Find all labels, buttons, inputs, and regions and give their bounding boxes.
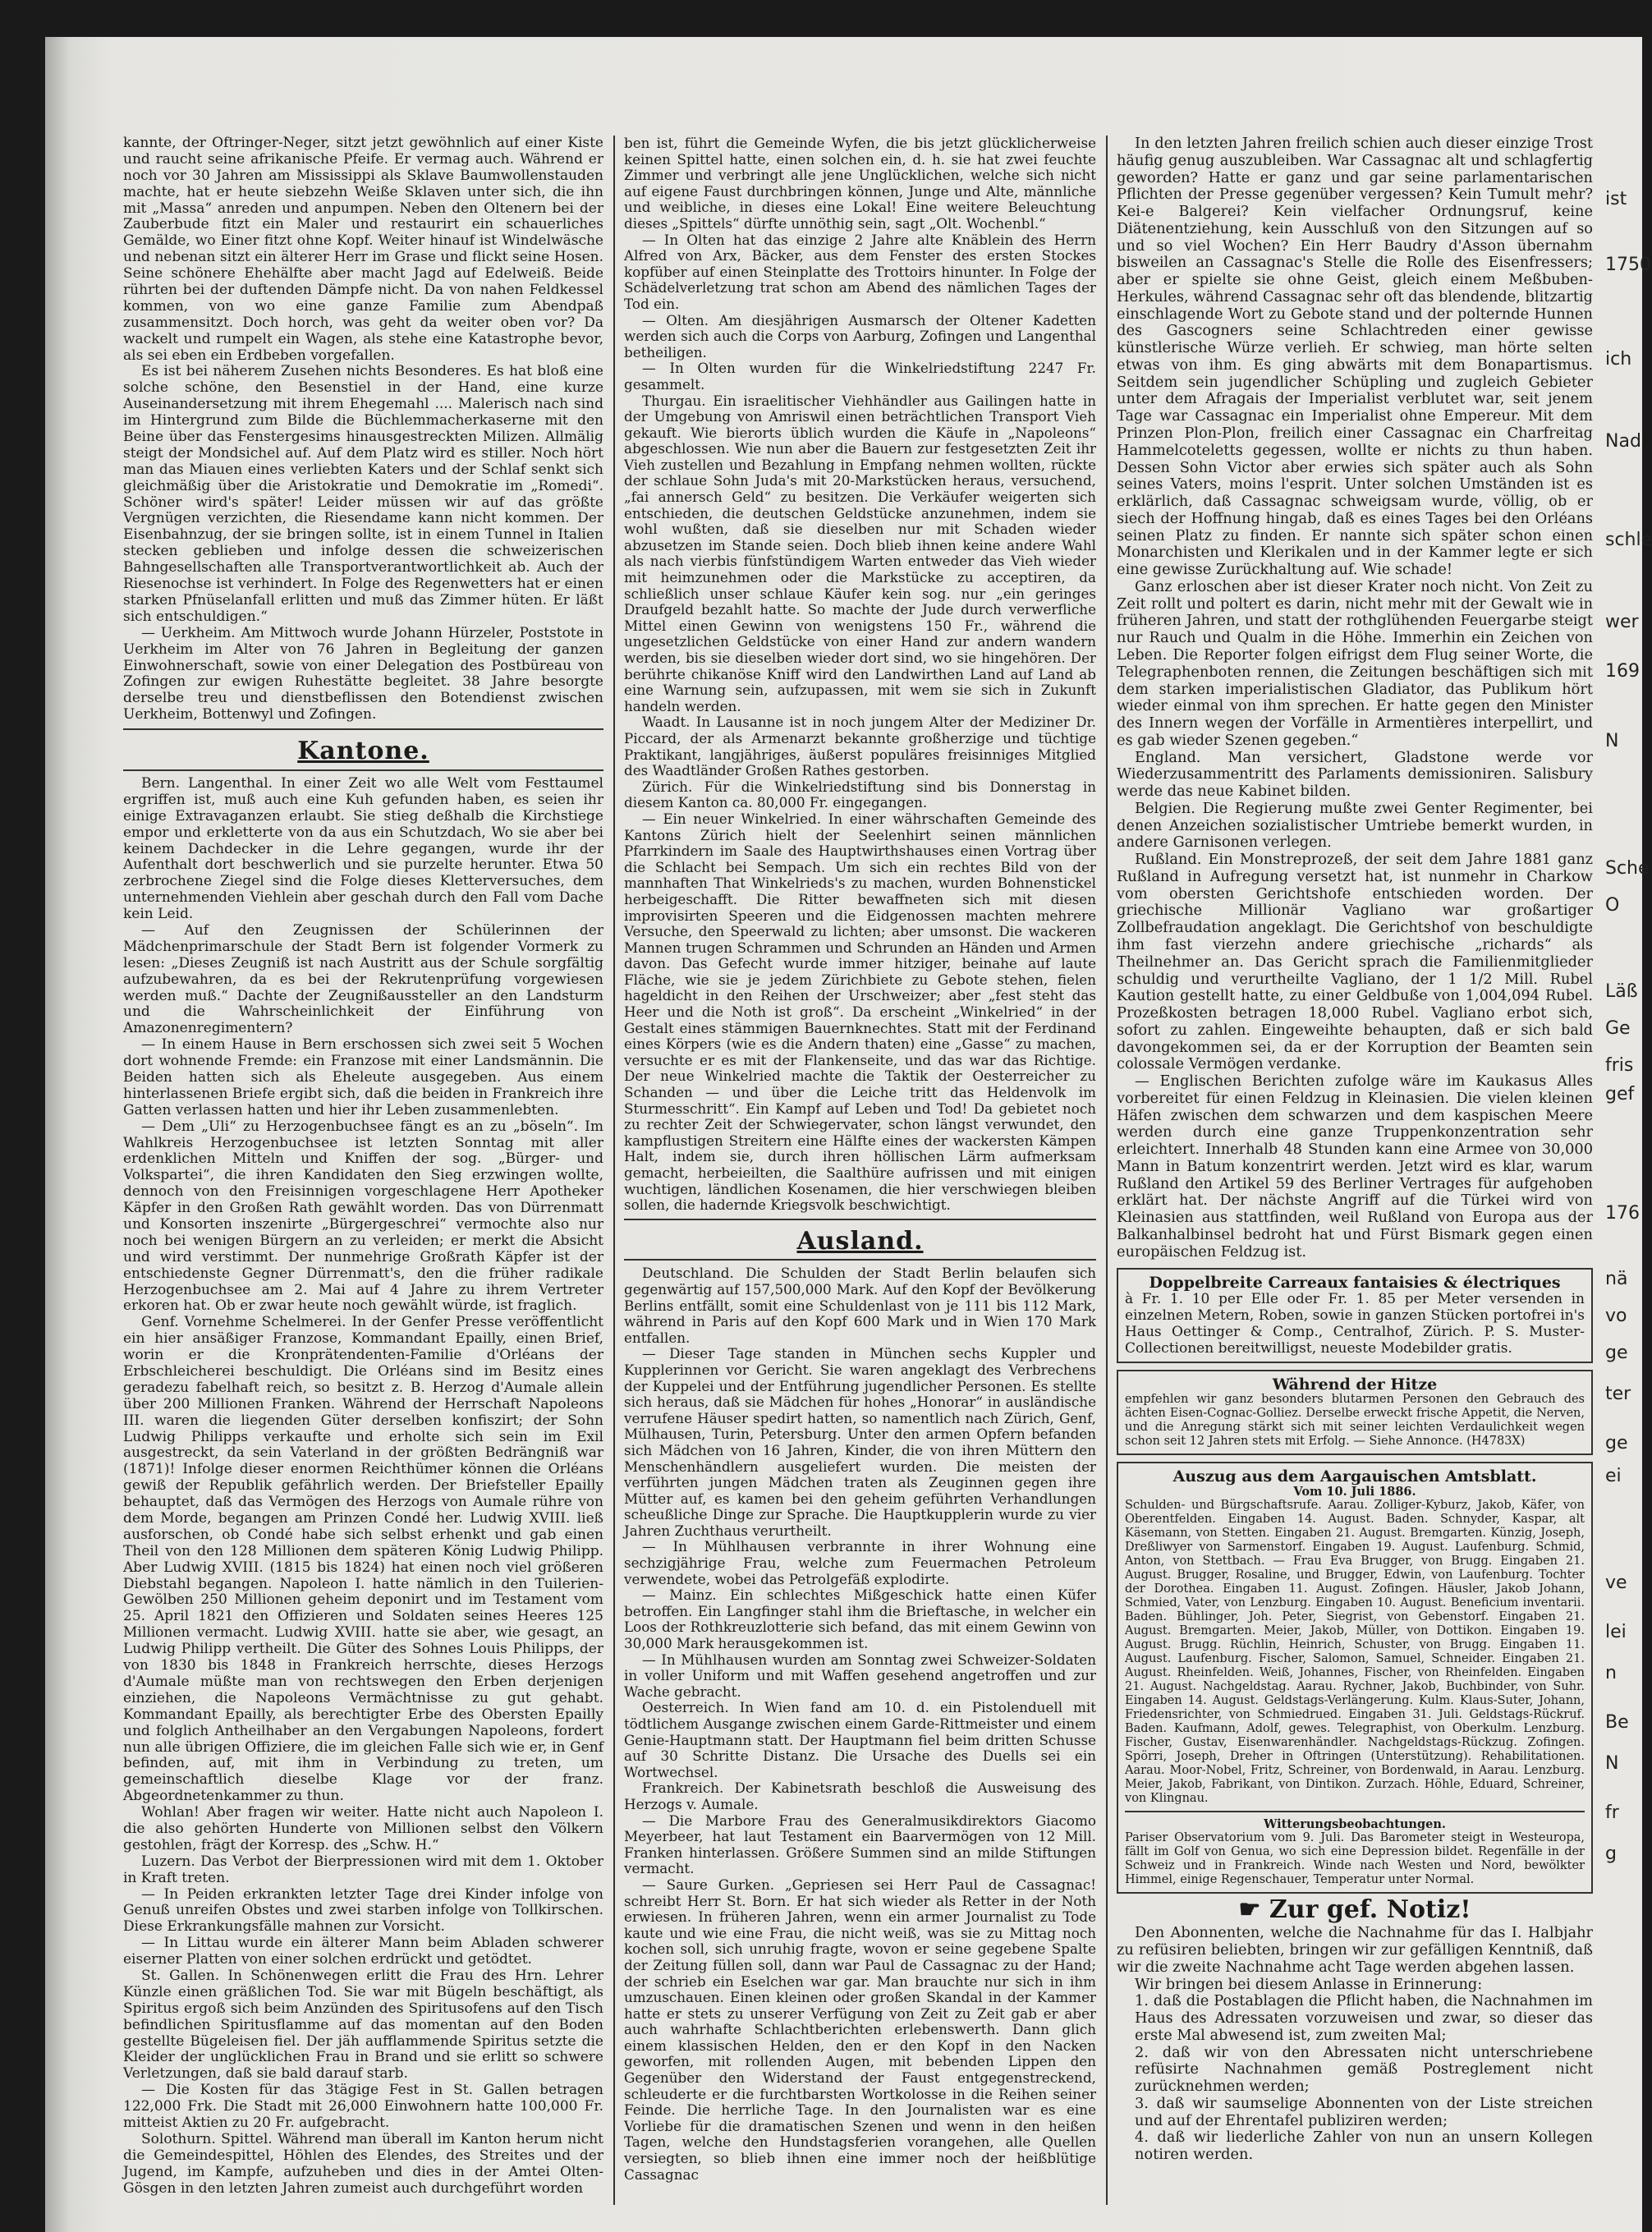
article-genf: Genf. Vornehme Schelmerei. In der Genfer Presse veröffentlicht ein hier ansäßiger Franzose, Kommandant Epailly, einen Brief, worin er die Kronprätendenten-Familie d'Orléans der Erbschleicherei beschuldigt. Die Orléans sind im Besitz eines geradezu fabelhaft reich, so besitzt z. B. Herzog d'Aumale allein über 200 Millionen Franken. Während der Herrschaft Napoleons III. waren die liegenden Güter derselben konfiszirt; der Sohn Ludwig Philipps verkaufte und erholte sich sein im Exil ausgestreckt, da sein Vaterland in der größten Bedrängniß war (1871)! Infolge dieser enormen Reichthümer können die Orléans gewiß der Republik gefährlich werden. Der Briefsteller Epailly behauptet, daß das Vermögen des Herzogs von Aumale rühre von dem Morde, begangen am Prinzen Condé her. Ludwig XVIII. ließ ausforschen, ob Condé habe sich selbst erhenkt und gab einen Theil von den 128 Millionen dem späteren König Ludwig Philipp. Aber Ludwig XVIII. (1815 bis 1824) hat einen noch viel größeren Diebstahl begangen. Napoleon I. hatte nämlich in den Tuilerien-Gewölben 250 Millionen geheim deponirt und im Testament vom 25. April 1821 den Offizieren und Soldaten seines Heeres 125 Millionen vermacht. Ludwig XVIII. hatte sie aber, wie gesagt, an Ludwig Philipp vertheilt. Die Güter des Sohnes Louis Philipps, der von 1830 bis 1848 in Frankreich herrschte, dieses Herzogs d'Aumale müßte man von rechtswegen den Erben derjenigen einziehen, die Napoleons Vermächtnisse zu gut gehabt. Kommandant Epailly, als berechtigter Erbe des Obersten Epailly und folglich Antheilhaber an den Vergabungen Napoleons, fordert nun alle übrigen Offiziere, die im gleichen Falle sich wie er, in Genf befinden, auf, mit ihm in Verbindung zu treten, um gemeinschaftlich dieselbe Klage vor der franz. Abgeordnetenkammer zu thun. — [123, 1314, 603, 1805]
article-text: Es ist bei näherem Zusehen nichts Besonderes. Es hat bloß eine solche schöne, den Besenstiel in der Hand, eine kurze Auseinandersetzung mit ihrem Ehegemahl .... Malerisch nach sind im Hintergrund zum Bilde die Büchlemmacherkaserne mit den Beine über das Fenstergesims hinausgestreckten Milizen. Allmälig steigt der Mondsichel auf. Auf dem Platz wird es stiller. Noch hört man das Miauen eines verliebten Katers und der Schlaf senkt sich gleichmäßig über die Aristokratie und Demokratie im „Romedi“. Schöner wird's später! Leider müssen wir auf das größte Vergnügen verzichten, die Riesendame kann nicht kommen. Der Eisenbahnzug, der sie bringen sollte, ist in einem Tunnel in Italien stecken geblieben und infolge dessen die schweizerischen Bahngesellschaften alle Transportverantwortlichkeit ab. Auch der Riesenochse ist verhindert. In Folge des Regenwetters hat er einen starken Pfnüselanfall erlitten und muß das Zimmer hüten. Er läßt sich entschuldigen.“ — [123, 363, 603, 625]
column-rule — [613, 135, 615, 2205]
advertisement-carreaux — [1117, 1268, 1593, 1363]
notice-title: Zur gef. Notiz! — [1269, 1894, 1471, 1924]
notice-list-item: 3. daß wir saumselige Abonnenten von der Liste streichen und auf der Ehrentafel publiziren werden; — [1135, 2095, 1593, 2129]
notice-list-item: 2. daß wir von den Abressaten nicht unterschriebene refüsirte Nachnahmen gemäß Postreglement nicht zurücknehmen werden; — [1135, 2044, 1593, 2096]
margin-fragment: 176 — [1605, 1203, 1640, 1224]
article-belgien: Belgien. Die Regierung mußte zwei Genter Regimenter, bei denen Anzeichen sozialistischer Umtriebe bemerkt wurden, in andere Garnisonen verlegen. — [1117, 800, 1593, 852]
margin-fragment: N — [1605, 1753, 1619, 1774]
margin-fragment: Nad — [1605, 431, 1641, 452]
article-zurich: Zürich. Für die Winkelriedstiftung sind bis Donnerstag in diesem Kanton ca. 80,000 Fr. eingegangen. — [624, 778, 1096, 811]
pointing-hand-icon: ☛ — [1238, 1894, 1261, 1924]
column-rule — [1106, 135, 1108, 2205]
section-heading-ausland: Ausland. — [796, 1226, 924, 1256]
article-deutschland: Deutschland. Die Schulden der Stadt Berlin belaufen sich gegenwärtig auf 157,500,000 Mark. Auf den Kopf der Bevölkerung Berlins entfällt, somit eine Schuldenlast von je 111 bis 112 Mark, während in Paris auf den Kopf 600 Mark und in Wien 170 Mark entfallen. — [624, 1265, 1096, 1346]
article-bern: — Dem „Uli“ zu Herzogenbuchsee fängt es an zu „böseln“. Im Wahlkreis Herzogenbuchsee ist letzten Sonntag mit aller erdenklichen Mitteln und Kniffen der sog. „Bürger- und Volkspartei“, die ihren Kandidaten den Sieg erzwingen wollte, dennoch von den Freisinnigen vorgeschlagene Herr Apotheker Käpfer in den Großen Rath gewählt worden. Das von Dürrenmatt und Konsorten inszenirte „Bürgergeschrei“ vermochte also nur noch bei wenigen Bürgern an zu verleiden; er merkt die Absicht und wird verstimmt. Der nunmehrige Großrath Käpfer ist der entschiedenste Gegner Dürrenmatt's, den die früher radikale Herzogenbuchsee am 2. Mai auf 4 Jahre zu ihrem Vertreter erkoren hat. Ob er zwar heute noch gewählt würde, ist fraglich. — [123, 1118, 603, 1315]
margin-fragment: fris — [1605, 1055, 1634, 1076]
article-st-gallen: — Die Kosten für das 3tägige Fest in St. Gallen betragen 122,000 Frk. Die Stadt mit 26,000 Einwohnern hatte 100,000 Fr. mitteist Aktien zu 20 Fr. aufgebracht. — [123, 2082, 603, 2131]
margin-fragment: Ge — [1605, 1018, 1631, 1039]
newspaper-scan — [45, 37, 1652, 2232]
column-2 — [624, 135, 1096, 2183]
margin-fragment: vo — [1605, 1306, 1627, 1326]
article-olten: — In Olten hat das einzige 2 Jahre alte Knäblein des Herrn Alfred von Arx, Bäcker, aus dem Fenster des ersten Stockes kopfüber auf einen Steinplatte des Trottoirs hinunter. In Folge der Schädelverletzung trat schon am Abend des nämlichen Tages der Tod ein. — [624, 231, 1096, 312]
ad-title: Doppelbreite Carreaux fantaisies & électriques — [1149, 1273, 1561, 1292]
weather-title: Witterungsbeobachtungen. — [1264, 1816, 1446, 1831]
article-russland: Rußland. Ein Monstreprozeß, der seit dem Jahre 1881 ganz Rußland in Aufregung versetzt hat, ist nunmehr in Charkow vom obersten Gerichtshofe entschieden worden. Der griechische Millionär Vagliano war großartiger Zollbefraudation angeklagt. Die Gerichtshof von beschuldigte ihm fast vierzehn andere griechische „richards“ als Theilnehmer an. Das Gericht sprach die Familienmitglieder schuldig und verurtheilte Vagliano, der 1 1/2 Mill. Rubel Kaution gestellt hatte, zu einer Geldbuße von 1,004,094 Rubel. Prozeßkosten betragen 18,000 Rubel. Vagliano erbot sich, sofort zu zahlen. Eingeweihte behaupten, daß er sich bald davongekommen sei, da er der Korruption der Beamten sein colossale Vermögen verdanke. — [1117, 852, 1593, 1073]
margin-fragment: g — [1605, 1844, 1617, 1864]
article-zurich: — Ein neuer Winkelried. In einer währschaften Gemeinde des Kantons Zürich hielt der Seelenhirt seinen männlichen Pfarrkindern im Saale des Hauptwirthshauses einen Vortrag über die Schlacht bei Sempach. Um sich ein rechtes Bild von der mannhaften That Winkelrieds's zu machen, wurden Bohnenstickel herbeigeschafft. Die Ritter bewaffneten sich mit diesen improvisirten Speeren und die Eidgenossen machten mehrere Versuche, den Speerwald zu lichten; aber umsonst. Die wackeren Mannen trugen Schrammen und Schrunden an Händen und Armen davon. Das Gefecht wurde immer hitziger, beinahe auf laute Fläche, wie sie je jedem Zürichbiete zu Gebote stehen, fielen hageldicht in den Reihen der Urschweizer; aber „fest steht das Heer und die Noth ist groß“. Da erscheint „Winkelried“ in der Gestalt eines stämmigen Bauernknechtes. Statt mit der Ferdinand eines Körpers (wie es die Andern thaten) eine „Gasse“ zu machen, versuchte er es mit der Flankenseite, und das war das Richtige. Der neue Winkelried machte die Taktik der Oesterreicher zu Schanden — und über die Leiche tritt das Heldenvolk im Sturmesschritt“. Ein Kampf auf Leben und Tod! Da gebietet noch zu rechter Zeit der Schwiegervater, schon längst verwundet, den kampflustigen Streitern eine Hälfte eines der wackersten Kämpen Halt, indem sie, durch ihren höllischen Lärm aufmerksam gemacht, herbeieilten, die Saalthüre aufrissen und mit einigen wuchtigen, ländlichen Kosenamen, die hier verschwiegen bleiben sollen, die hadernde Kriegsvolk beschwichtigt. — [624, 810, 1096, 1214]
article-deutschland: — Mainz. Ein schlechtes Mißgeschick hatte einen Küfer betroffen. Ein Langfinger stahl ihm die Brieftasche, in welcher ein Loos der Rothkreuzlotterie sich befand, das mit einem Gewinn von 30,000 Mark herausgekommen ist. — [624, 1587, 1096, 1652]
notice-body — [1117, 1925, 1593, 2164]
article-england: England. Man versichert, Gladstone werde vor Wiederzusammentritt des Parlaments demissioniren. Salisbury werde das neue Kabinet bilden. — [1117, 749, 1593, 801]
margin-fragment: schle — [1605, 530, 1652, 550]
section-heading-kantone: Kantone. — [297, 737, 429, 766]
margin-fragment: ve — [1605, 1573, 1627, 1593]
article-st-gallen: St. Gallen. In Schönenwegen erlitt die Frau des Hrn. Lehrer Künzle einen gräßlichen Tod. Sie war mit Bügeln beschäftigt, als Spiritus ergoß sich beim Anzünden des Spiritusofens auf den Tisch befindlichen Spiritusflamme auf das momentan auf den Boden gestellte Bügeleisen fiel. Der jäh aufflammende Spiritus setzte die Kleider der unglücklichen Frau in Brand und sie erlitt so schwere Verletzungen, daß sie bald darauf starb. — [123, 1967, 603, 2083]
article-text: Ganz erloschen aber ist dieser Krater noch nicht. Von Zeit zu Zeit rollt und poltert es darin, nicht mehr mit der Gewalt wie in früheren Jahren, und statt der rothglühenden Feuergarbe steigt nur Rauch und Qualm in die Höhe. Immerhin ein Zeichen von Leben. Die Reporter folgen eifrigst dem Flug seiner Worte, die Telegraphenboten rennen, die Zeitungen beschäftigen sich mit dem starken imperialistischen Gladiator, das Publikum hört wieder einmal von ihm sprechen. Er hatte gegen den Minister des Innern wegen der Vorfälle in Armentières interpellirt, und es gab wieder Szenen gegeben.“ — [1117, 578, 1593, 749]
article-bern: — Auf den Zeugnissen der Schülerinnen der Mädchenprimarschule der Stadt Bern ist folgender Vormerk zu lesen: „Dieses Zeugniß ist nach Austritt aus der Schule sorgfältig aufzubewahren, da es bei der Rekrutenprüfung vorgewiesen werden muß.“ Dachte der Zeugnißaussteller an den Landsturm und die Wahrscheinlichkeit der Einführung von Amazonenregimentern? — [123, 921, 603, 1037]
margin-fragment: 169 — [1605, 661, 1640, 682]
margin-fragment: lei — [1605, 1622, 1627, 1642]
article-luzern: — In Littau wurde ein älterer Mann beim Abladen schwerer eiserner Platten von einer solchen erdrückt und getödtet. — [123, 1935, 603, 1968]
article-olten: — In Olten wurden für die Winkelriedstiftung 2247 Fr. gesammelt. — [624, 360, 1096, 393]
article-luzern: — In Peiden erkrankten letzter Tage drei Kinder infolge von Genuß unreifen Obstes und zwei starben infolge von Tollkirschen. Diese Erkrankungsfälle mahnen zur Vorsicht. — [123, 1885, 603, 1936]
article-genf: Wohlan! Aber fragen wir weiter. Hatte nicht auch Napoleon I. die also gehörten Hunderte von Millionen selbst den Völkern gestohlen, frägt der Korresp. des „Schw. H.“ — [123, 1804, 603, 1853]
margin-fragment: N — [1605, 731, 1619, 751]
article-olten: — Olten. Am diesjährigen Ausmarsch der Oltener Kadetten werden sich auch die Corps von Aarburg, Zofingen und Langenthal betheiligen. — [624, 311, 1096, 361]
article-deutschland: — In Mühlhausen wurden am Sonntag zwei Schweizer-Soldaten in voller Uniform und mit Waffen gesehend angetroffen und zur Wache gebracht. — [624, 1651, 1096, 1700]
notice-text: Wir bringen bei diesem Anlasse in Erinnerung: — [1135, 1976, 1483, 1993]
newspaper-page — [123, 135, 1601, 2205]
section-divider — [624, 1219, 1096, 1220]
article-deutschland: — Dieser Tage standen in München sechs Kuppler und Kupplerinnen vor Gericht. Sie waren angeklagt des Verbrechens der Kuppelei und der Entführung jugendlicher Personen. Es stellte sich heraus, daß sie Mädchen für hohes „Honorar“ in ausländische verrufene Häuser spedirt hatten, so namentlich nach Zürich, Genf, Mülhausen, Turin, Petersburg. Unter den armen Opfern befanden sich Mädchen von 16 Jahren, Kinder, die von ihren Müttern den Menschenhändlern ausgeliefert wurden. Die meisten der verführten jungen Mädchen traten als Zeuginnen gegen ihre Mütter auf, es kamen bei den geheim geführten Verhandlungen scheußliche Dinge zur Sprache. Die Hauptkupplerin wurde zu vier Jahren Zuchthaus verurtheilt. — [624, 1345, 1096, 1539]
article-luzern: Luzern. Das Verbot der Bierpressionen wird mit dem 1. Oktober in Kraft treten. — [123, 1853, 603, 1886]
article-frankreich: — Saure Gurken. „Gepriesen sei Herr Paul de Cassagnac! schreibt Herr St. Born. Er hat sich wieder als Retter in der Noth erwiesen. In früheren Jahren, wenn ein armer Journalist zu Tode kaute und wie eine Frau, die nicht weiß, was sie zu Mittag noch kochen soll, sich unruhig fragte, wovon er seine gegebene Spalte der Zeitung füllen soll, dann war Paul de Cassagnac zu der Hand; der schrieb ein Eselchen war gar. Man brauchte nur sich in ihm umzuschauen. Einen kleinen oder großen Skandal in der Kammer hatte er stets zu unserer Verfügung von Zeit zu Zeit gab er aber auch wahrhafte Schlachtberichten erlebenswerth. Dann glich einem klassischen Helden, den er den Kopf in den Nacken geworfen, mit rollenden Augen, mit bebenden Lippen den Gegenüber den Widerstand der Faust entgegenstreckend, schleuderte er die furchtbarsten Wortkolosse in die Reihen seiner Feinde. Die herrliche Tage. In den Journalisten war es eine Vorliebe für die dramatischen Szenen und wenn in den heißen Tagen, welche den Hundstagsferien vorangehen, alle Quellen versiegten, so blieb ihnen eine immer noch der heißblütige Cassagnac — [624, 1876, 1096, 2183]
article-deutschland: — In Mühlhausen verbrannte in ihrer Wohnung eine sechzigjährige Frau, welche zum Feuermachen Petroleum verwendete, wobei das Petrolgefäß explodirte. — [624, 1538, 1096, 1587]
margin-fragment: ei — [1605, 1466, 1622, 1486]
section-divider — [1125, 1811, 1585, 1812]
margin-fragment: nä — [1605, 1269, 1628, 1289]
article-frankreich: — Die Marbore Frau des Generalmusikdirektors Giacomo Meyerbeer, hat laut Testament ein Baarvermögen von 12 Mill. Franken hinterlassen. Größere Summen sind an milde Stiftungen vermacht. — [624, 1812, 1096, 1877]
margin-fragment: Sche — [1605, 858, 1650, 879]
margin-fragment: ist — [1605, 189, 1627, 209]
margin-fragment: Be — [1605, 1712, 1629, 1733]
notice-list-item: 4. daß wir liederliche Zahler von nun an unsern Kollegen notiren werden. — [1135, 2129, 1593, 2164]
article-frankreich: Frankreich. Der Kabinetsrath beschloß die Ausweisung des Herzogs v. Aumale. — [624, 1780, 1096, 1812]
article-russland: — Englischen Berichten zufolge wäre im Kaukasus Alles vorbereitet für einen Feldzug in Kleinasien. Die vielen kleinen Häfen zwischen dem schwarzen und dem kaspischen Meere werden durch eine ganze Truppenkonzentration sehr erleichtert. Innerhalb 48 Stunden kann eine Armee von 30,000 Mann in Batum konzentrirt werden. Jetzt wird es klar, warum Rußland den Artikel 59 des Berliner Vertrages für aufgehoben erklärt hat. Der nächste Angriff auf die Türkei wird von Kleinasien aus stattfinden, weil Rußland von Europa aus der Balkanhalbinsel bedroht hat und Fürst Bismark gegen einen europäischen Feldzug ist. — [1117, 1073, 1593, 1261]
section-divider — [123, 769, 603, 771]
advertisement-hitze — [1117, 1370, 1593, 1455]
article-text: ben ist, führt die Gemeinde Wyfen, die bis jetzt glücklicherweise keinen Spittel hatte, einen solchen ein, d. h. sie hat zwei feuchte Zimmer und verbringt alle jene Unglücklichen, welche sich nicht auf eigene Faust durchbringen können, Junge und Alte, männliche und weibliche, in dieses eine Lokal! Eine weitere Beleuchtung dieses „Spittels“ dürfte unnöthig sein, sagt „Olt. Wochenbl.“ — [624, 135, 1096, 232]
ad-title: Während der Hitze — [1272, 1375, 1438, 1394]
margin-fragment: Läß — [1605, 981, 1638, 1002]
margin-fragment: ge — [1605, 1343, 1628, 1363]
article-uerkheim: — Uerkheim. Am Mittwoch wurde Johann Hürzeler, Poststote in Uerkheim im Alter von 76 Jahren in Begleitung der ganzen Einwohnerschaft, sowie von einer Delegation des Postbüreau von Zofingen zur ewigen Ruhestätte begleitet. 38 Jahre besorgte derselbe treu und dienstbeflissen den Botendienst zwischen Uerkheim, Bottenwyl und Zofingen. — [123, 624, 603, 723]
margin-fragment: ter — [1605, 1384, 1631, 1404]
amtsblatt-date: Vom 10. Juli 1886. — [1293, 1484, 1416, 1499]
amtsblatt-excerpt — [1117, 1462, 1593, 1894]
margin-fragment: ge — [1605, 1433, 1628, 1454]
article-text: kannte, der Oftringer-Neger, sitzt jetzt gewöhnlich auf einer Kiste und raucht seine afrikanische Pfeife. Er vermag auch. Während er noch vor 30 Jahren am Mississippi als Sklave Baumwollenstauden machte, hat er heute siebzehn Weiße Sklaven unter sich, die ihn mit „Massa“ anreden und anpumpen. Neben den Oltenern bei der Zauberbude fitzt ein Maler und restaurirt ein schauerliches Gemälde, wo Einer fitzt ohne Kopf. Weiter hinauf ist Windelwäsche und nebenan sitzt ein älterer Herr im Grase und flickt seine Hosen. Seine schönere Ehehälfte aber macht Jagd auf Edelweiß. Beide rührten bei der duftenden Dämpfe nicht. Da von nahen Feldkessel kommen, von wo eine ganze Familie zum Abendpaß zusammensitzt. Doch horch, was geht da weiter oben vor? Da wackelt und rumpelt ein Wagen, als stehe eine Katastrophe bevor, als sei eben ein Erdbeben vorgefallen. — [123, 135, 603, 364]
margin-fragment: ich — [1605, 349, 1632, 370]
margin-fragment: n — [1605, 1663, 1617, 1683]
margin-fragment: 1750 — [1605, 255, 1651, 275]
column-3 — [1117, 135, 1593, 2164]
article-oesterreich: Oesterreich. In Wien fand am 10. d. ein Pistolenduell mit tödtlichem Ausgange zwischen einem Garde-Rittmeister und einem Genie-Hauptmann statt. Der Hauptmann fiel beim dritten Schusse auf 30 Schritte Distanz. Die Ursache des Duells sei ein Wortwechsel. — [624, 1699, 1096, 1780]
margin-fragment: fr — [1605, 1803, 1619, 1823]
ad-body: à Fr. 1. 10 per Elle oder Fr. 1. 85 per Meter versenden in einzelnen Metern, Roben, sowie in ganzen Stücken portofrei in's Haus Oettinger & Comp., Centralhof, Zürich. P. S. Muster-Collectionen bereitwilligst, neueste Modebilder gratis. — [1125, 1290, 1585, 1357]
notice-heading — [1117, 1894, 1593, 1924]
section-divider — [624, 1259, 1096, 1261]
article-text: In den letzten Jahren freilich schien auch dieser einzige Trost häufig genug auszubleiben. War Cassagnac alt und schlagfertig geworden? Hatte er ganz und gar seine parlamentarischen Pflichten der Presse gegenüber vergessen? Kein Tumult mehr? Kei-e Balgerei? Kein vielfacher Ordnungsruf, keine Diätenentziehung, kein Ausschluß von den Sitzungen auf so und so viel Wochen? Ein Herr Baudry d'Asson übernahm bisweilen an Cassagnac's Stelle die Rolle des Eisenfressers; aber er spielte sie ohne Geist, gleich einem Meßbuben-Herkules, während Cassagnac sehr oft das blendende, blitzartig einschlagende Wort zu Gebote stand und der polternde Hunnen des Gascogners seine Schlachtreden einer gewisse künstlerische Würze verlieh. Er schwieg, man hörte selten etwas von ihm. Es ging abwärts mit dem Bonapartismus. Seitdem sein jugendlicher Schüpling und zugleich Gebieter unter dem Afragais der Imperialist verblutet war, seit jenem Tage war Cassagnac ein Imperialist ohne Empereur. Mit dem Prinzen Plon-Plon, freilich einer Cassagnac ein Charfreitag Hammelcoteletts gegessen, wollte er nichts zu thun haben. Dessen Sohn Victor aber erwies sich später auch als Sohn seines Vaters, moins l'esprit. Unter solchen Umständen ist es erklärlich, daß Cassagnac schweigsam wurde, völlig, ob er siech der Hoffnung hingab, daß es eines Tages bei den Orléans seinen Platz zu finden. Er nannte sich später schon einen Monarchisten und Klerikalen und in der Kammer legte er sich eine gewisse Zurückhaltung auf. Wie schade! — [1117, 135, 1593, 579]
article-bern: Bern. Langenthal. In einer Zeit wo alle Welt vom Festtaumel ergriffen ist, muß auch eine Kuh gefunden haben, es seien ihr einige Extravaganzen erlaubt. Sie stieg deßhalb die Kirchstiege empor und erkletterte von da aus ein Schutzdach, Wo sie aber bei keinem Dachdecker in die Lehre gegangen, wurde ihr der Aufenthalt dort beschwerlich und sie purzelte herunter. Etwa 50 zerbrochene Ziegel sind die Folge dieses Kletterversuches, dem unternehmenden Viehlein aber geschah durch den Fall vom Dache kein Leid. — [123, 774, 603, 923]
article-waadt: Waadt. In Lausanne ist in noch jungem Alter der Mediziner Dr. Piccard, der als Armenarzt bekannte großherzige und tüchtige Praktikant, langjähriges, äußerst populäres freisinniges Mitglied des Waadtländer Großen Rathes gestorben. — [624, 714, 1096, 779]
article-solothurn: Solothurn. Spittel. Während man überall im Kanton herum nicht die Gemeindespittel, Höhlen des Elendes, des Streites und der Jugend, im Kampfe, aufzuheben und dies in der Amtei Olten-Gösgen in den letzten Jahren zumeist auch durchgeführt worden — [123, 2130, 603, 2197]
notice-text: Den Abonnenten, welche die Nachnahme für das I. Halbjahr zu refüsiren beliebten, bringen wir zur gefälligen Kenntniß, daß wir die zweite Nachnahme acht Tage werden abgehen lassen. — [1117, 1925, 1593, 1976]
margin-fragment: wer — [1605, 612, 1639, 632]
ad-body: empfehlen wir ganz besonders blutarmen Personen den Gebrauch des ächten Eisen-Cognac-Golliez. Derselbe erweckt frische Appetit, die Nerven, und die Anregung stärkt sich mit seiner leichten Verdaulichkeit wegen schon seit 12 Jahren stets mit Erfolg. — Siehe Annonce. (H4783X) — [1125, 1392, 1585, 1448]
margin-fragment: gef — [1605, 1084, 1635, 1105]
article-thurgau: Thurgau. Ein israelitischer Viehhändler aus Gailingen hatte in der Umgebung von Amriswil einen beträchtlichen Transport Vieh gekauft. Wie bierorts üblich wurden die Käufe in „Napoleons“ abgeschlossen. Wie nun aber die Bauern zur festgesetzten Zeit ihr Vieh zustellen und Bezahlung in Empfang nehmen wollten, rückte der schlaue Sohn Juda's mit 20-Markstücken heraus, versuchend, „fai annersch Geld“ zu besitzen. Die Verkäufer weigerten sich entschieden, die deutschen Geldstücke anzunehmen, indem sie wohl wußten, daß sie dieselben nur mit Schaden wieder abzusetzen im Stande seien. Doch blieb ihnen keine andere Wahl als nach vierbis fünfstündigem Warten entweder das Vieh wieder mit heimzunehmen oder die Markstücke zu acceptiren, da schließlich unser schlaue Käufer kein sog. nur „ein geringes Draufgeld bezahlt hatte. So machte der Jude durch verwerfliche Mittel einen Gewinn von wenigstens 150 Fr., während die ungesetzlichen Geldstücke von einer Hand zur andern wandern werden, bis sie dieselben wieder dort sind, wo sie hingehören. Der berührte chikanöse Kniff wird den Landwirthen Land auf Land ab eine Warnung sein, aufzupassen, mit wem sie sich in Zukunft handeln werden. — [624, 392, 1096, 714]
notice-list-item: 1. daß die Postablagen die Pflicht haben, die Nachnahmen im Haus des Adressaten vorzuweisen und zwar, so dieser das erste Mal abwesend ist, zum zweiten Mal; — [1135, 1993, 1593, 2044]
margin-fragment: O — [1605, 895, 1620, 916]
amtsblatt-title: Auszug aus dem Aargauischen Amtsblatt. — [1172, 1467, 1537, 1486]
amtsblatt-body: Schulden- und Bürgschaftsrufe. Aarau. Zolliger-Kyburz, Jakob, Käfer, von Oberentfelden. Eingaben 14. August. Baden. Schnyder, Kaspar, alt Käsemann, von Stetten. Eingaben 21. August. Bremgarten. Künzig, Joseph, Dreßliwyer von Sarmenstorf. Eingaben 19. August. Laufenburg. Schmid, Anton, von Stettbach. — Frau Eva Brugger, von Brugg. Eingaben 21. August. Brugger, Rosaline, und Brugger, Edwin, von Laufenburg. Tochter der Dorothea. Eingaben 11. August. Zofingen. Häusler, Jakob Johann, Schmied, Vater, von Lenzburg. Eingaben 10. August. Beneficium inventarii. Baden. Bühlinger, Joh. Peter, Siegrist, von Gebenstorf. Eingaben 21. August. Bremgarten. Meier, Jakob, Müller, von Dottikon. Eingaben 19. August. Brugg. Rüchlin, Heinrich, Schuster, von Brugg. Eingaben 11. August. Laufenburg. Fischer, Salomon, Samuel, Schneider. Eingaben 21. August. Rheinfelden. Weiß, Johannes, Fischer, von Rheinfelden. Eingaben 21. August. Nachgeldstag. Aarau. Rychner, Jakob, Buchbinder, von Suhr. Eingaben 14. August. Geldstags-Verlängerung. Kulm. Klaus-Suter, Johann, Friedensrichter, von Schmiedrued. Eingaben 31. Juli. Geldstags-Rückruf. Baden. Kaufmann, Adolf, gewes. Telegraphist, von Oberkulm. Lenzburg. Fischer, Gustav, Eisenwarenhändler. Nachgeldstags-Rückzug. Zofingen. Spörri, Joseph, Dreher in Oftringen (Unterstützung). Rehabilitationen. Aarau. Moor-Nobel, Fritz, Schreiner, von Bordenwald, in Aarau. Lenzburg. Meier, Jakob, Fabrikant, von Dintikon. Zurzach. Höhle, Eduard, Schreiner, von Klingnau. — [1125, 1498, 1585, 1805]
section-divider — [123, 728, 603, 730]
article-bern: — In einem Hause in Bern erschossen sich zwei seit 5 Wochen dort wohnende Fremde: ein Franzose mit einer Landsmännin. Die Beiden hatten sich als Eheleute ausgegeben. Aus einem hinterlassenen Briefe ergibt sich, daß die beiden in Frankreich ihre Gatten verlassen hatten und hier ihr Leben zusammenlebten. — [123, 1036, 603, 1118]
column-1 — [123, 135, 603, 2197]
weather-body: Pariser Observatorium vom 9. Juli. Das Barometer steigt in Westeuropa, fällt im Golf von Genua, wo sich eine Depression bildet. Regenfälle in der Schweiz und in Frankreich. Winde nach Westen und Nord, bewölkter Himmel, einige Regenschauer, Temperatur unter Normal. — [1125, 1830, 1585, 1886]
